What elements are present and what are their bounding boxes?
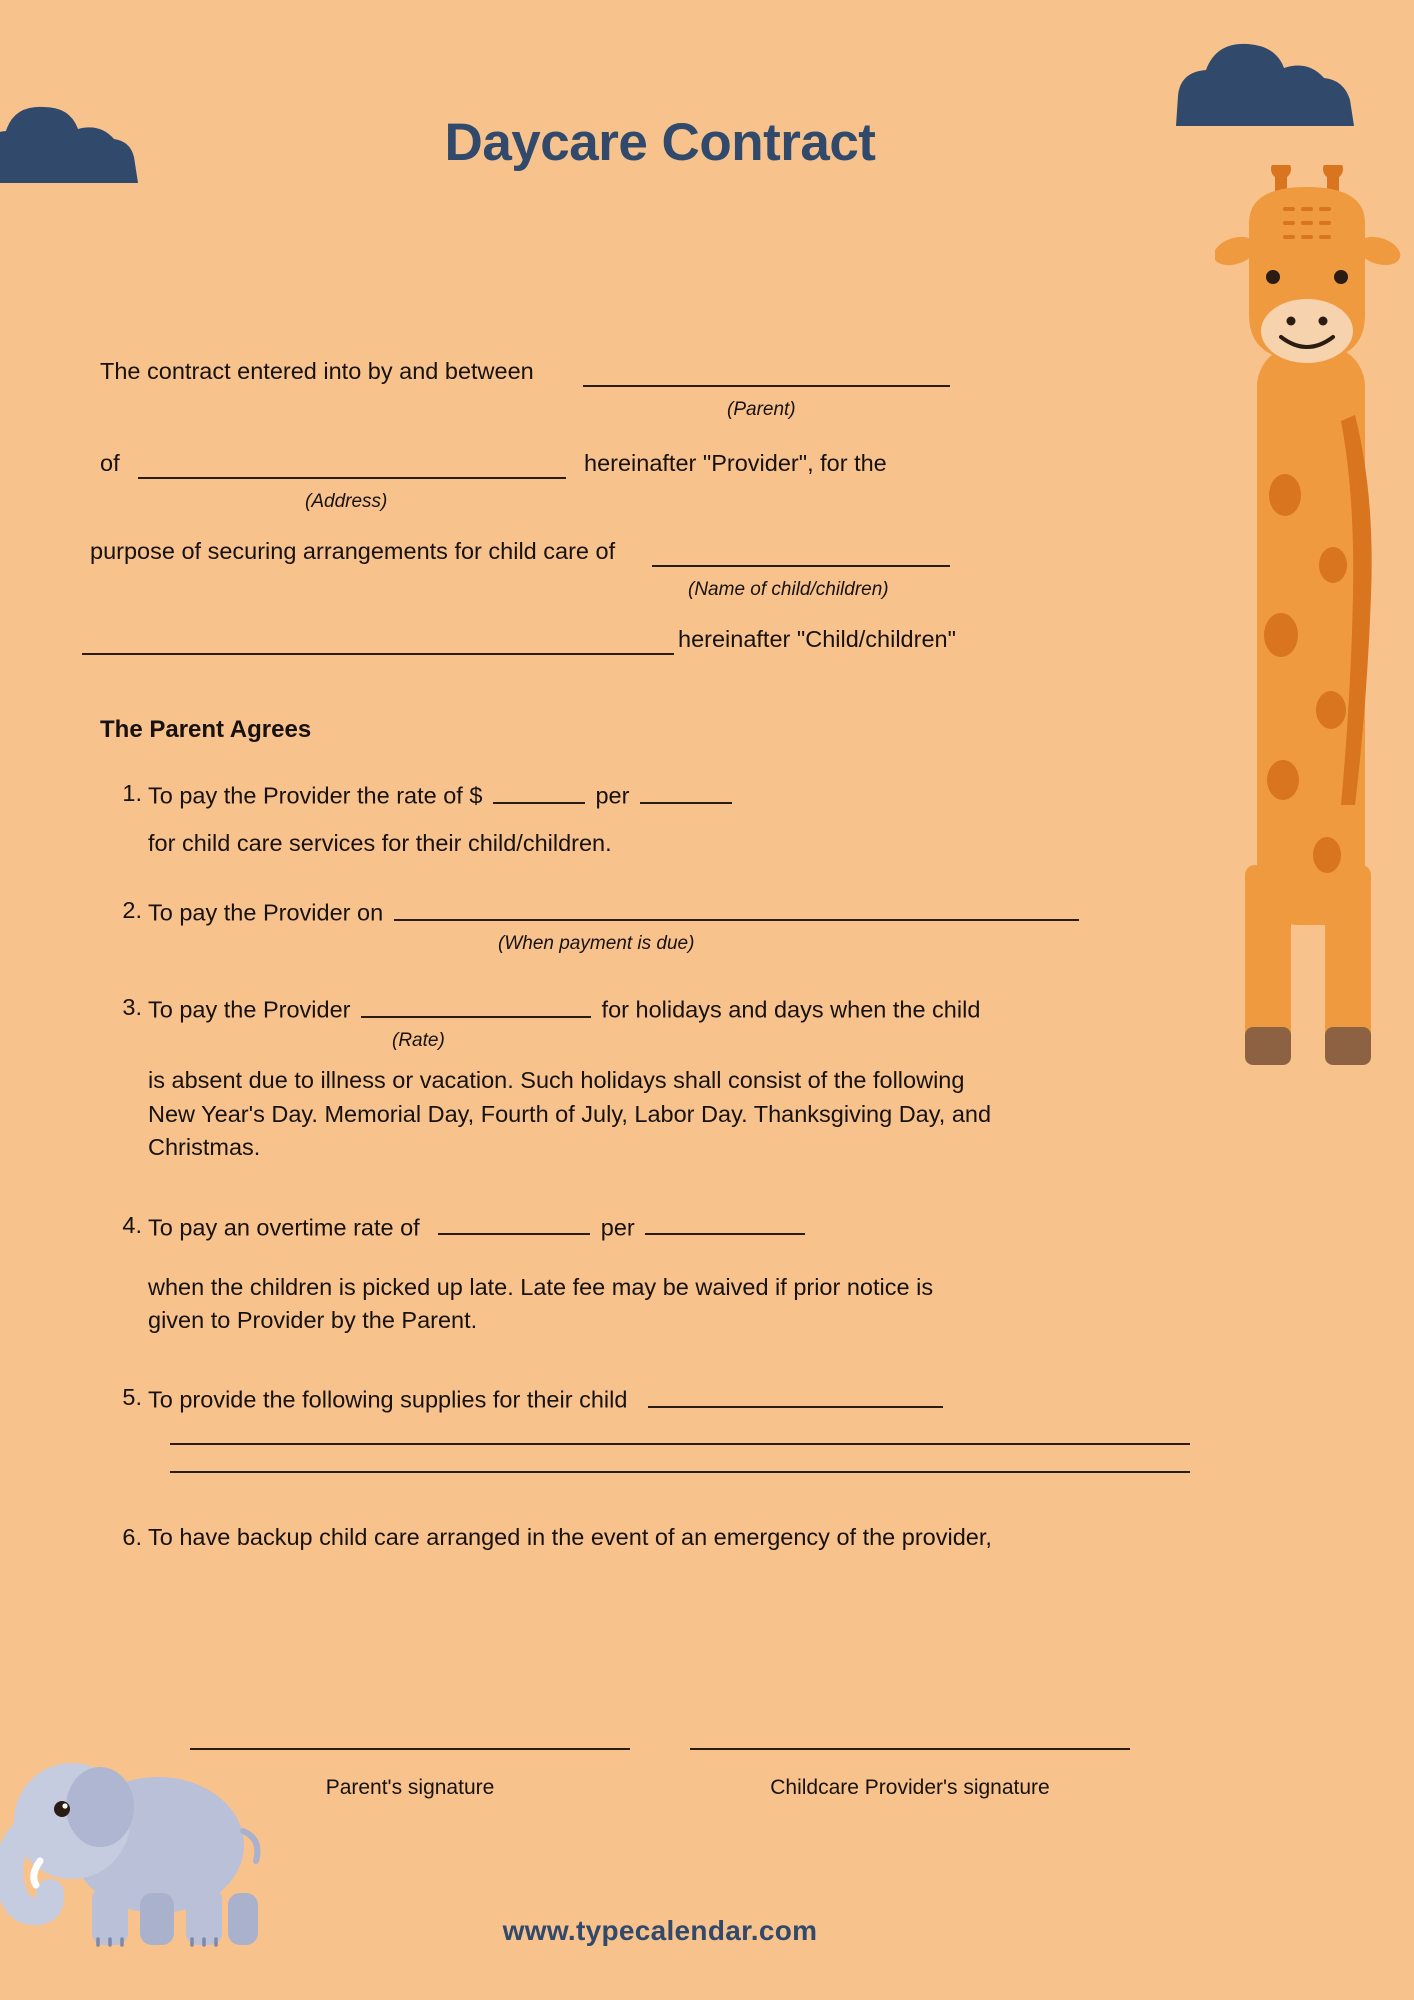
footer-url[interactable]: www.typecalendar.com bbox=[502, 1915, 818, 1946]
term-3-rate-blank[interactable] bbox=[361, 991, 591, 1018]
intro-line-2-suffix: hereinafter "Provider", for the bbox=[584, 450, 887, 476]
term-number-4: 4. bbox=[122, 1211, 142, 1238]
term-item-6 bbox=[100, 1521, 1260, 1554]
intro-line-3-text: purpose of securing arrangements for child care of bbox=[90, 538, 616, 564]
term-3-caption: (Rate) bbox=[392, 1029, 445, 1051]
section-heading: The Parent Agrees bbox=[100, 716, 312, 743]
child-name-blank-continued[interactable] bbox=[82, 653, 674, 655]
signature-block bbox=[0, 1748, 1320, 1800]
term-3-line-2: is absent due to illness or vacation. Such holidays shall consist of the following bbox=[148, 1067, 965, 1094]
term-number-3: 3. bbox=[122, 994, 142, 1021]
contract-body bbox=[90, 355, 1260, 1589]
intro-line-3 bbox=[90, 535, 1260, 577]
page-title: Daycare Contract bbox=[444, 113, 876, 172]
intro-line-1-caption-row bbox=[100, 397, 1260, 421]
term-5-supplies-blank-line-2[interactable] bbox=[170, 1443, 1190, 1445]
term-item-1 bbox=[100, 777, 1260, 860]
term-number-1: 1. bbox=[122, 780, 142, 807]
provider-signature-label: Childcare Provider's signature bbox=[770, 1776, 1050, 1799]
term-3-text-a: To pay the Provider bbox=[148, 997, 351, 1024]
intro-line-2-caption-row bbox=[100, 489, 1260, 513]
term-4-text-b: per bbox=[600, 1214, 635, 1241]
term-1-line-2: for child care services for their child/children. bbox=[148, 830, 612, 857]
term-4-line-2: when the children is picked up late. Late fee may be waived if prior notice is bbox=[148, 1273, 934, 1300]
intro-line-1-text: The contract entered into by and between bbox=[100, 358, 534, 384]
term-number-5: 5. bbox=[122, 1384, 142, 1411]
term-1-text-b: per bbox=[595, 782, 630, 809]
term-3-line-4: Christmas. bbox=[148, 1134, 261, 1161]
intro-line-2-prefix: of bbox=[100, 450, 120, 476]
provider-signature-line[interactable] bbox=[690, 1748, 1130, 1750]
child-name-caption: (Name of child/children) bbox=[688, 579, 889, 600]
term-4-line-3: given to Provider by the Parent. bbox=[148, 1306, 478, 1333]
term-5-supplies-blank-line-3[interactable] bbox=[170, 1471, 1190, 1473]
term-3-line-3: New Year's Day. Memorial Day, Fourth of July, Labor Day. Thanksgiving Day, and bbox=[148, 1100, 992, 1127]
term-1-rate-blank[interactable] bbox=[493, 777, 585, 804]
parent-signature-label: Parent's signature bbox=[325, 1776, 495, 1799]
parent-signature-column bbox=[190, 1748, 630, 1800]
term-5-supplies-blank[interactable] bbox=[648, 1381, 943, 1408]
term-4-period-blank[interactable] bbox=[645, 1209, 805, 1236]
term-item-5 bbox=[100, 1381, 1260, 1473]
term-number-6: 6. bbox=[122, 1524, 142, 1551]
address-caption: (Address) bbox=[305, 491, 388, 512]
terms-list bbox=[100, 777, 1260, 1555]
term-item-3 bbox=[100, 991, 1260, 1164]
intro-line-1 bbox=[100, 355, 1260, 397]
intro-line-4 bbox=[100, 623, 1260, 665]
term-4-text-a: To pay an overtime rate of bbox=[148, 1214, 420, 1241]
term-3-text-b: for holidays and days when the child bbox=[601, 997, 981, 1024]
intro-line-4-suffix: hereinafter "Child/children" bbox=[678, 626, 956, 652]
term-2-due-blank[interactable] bbox=[394, 894, 1079, 921]
term-1-period-blank[interactable] bbox=[640, 777, 732, 804]
parent-blank[interactable] bbox=[583, 385, 950, 387]
term-2-text-a: To pay the Provider on bbox=[148, 900, 384, 927]
term-6-text-a: To have backup child care arranged in the event of an emergency of the provider, bbox=[148, 1524, 992, 1551]
parent-caption: (Parent) bbox=[727, 399, 796, 420]
term-number-2: 2. bbox=[122, 897, 142, 924]
term-2-caption: (When payment is due) bbox=[498, 932, 695, 954]
term-5-text-a: To provide the following supplies for their child bbox=[148, 1386, 628, 1413]
parent-signature-line[interactable] bbox=[190, 1748, 630, 1750]
provider-signature-column bbox=[690, 1748, 1130, 1800]
term-1-text-a: To pay the Provider the rate of $ bbox=[148, 782, 483, 809]
intro-line-2 bbox=[100, 447, 1260, 489]
intro-line-3-caption-row bbox=[100, 577, 1260, 601]
term-item-4 bbox=[100, 1209, 1260, 1338]
term-item-2 bbox=[100, 894, 1260, 957]
child-name-blank[interactable] bbox=[652, 565, 950, 567]
term-4-rate-blank[interactable] bbox=[438, 1209, 590, 1236]
address-blank[interactable] bbox=[138, 477, 566, 479]
